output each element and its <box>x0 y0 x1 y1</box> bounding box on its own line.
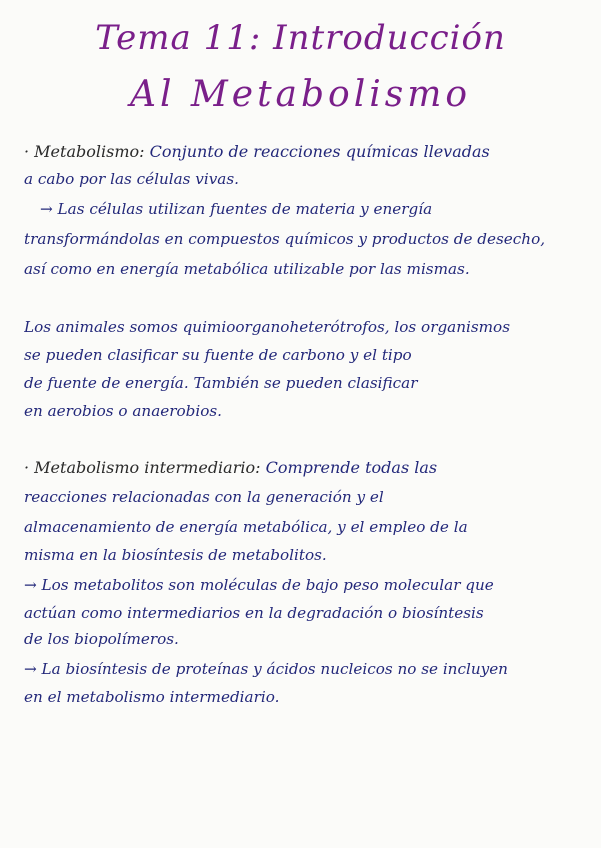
classification-line-1: Los animales somos quimioorganoheterótrofos, los organismos <box>24 318 510 336</box>
page-title: Tema 11: Introducción <box>95 18 506 58</box>
classification-line-2: se pueden clasificar su fuente de carbono y el tipo <box>24 346 412 364</box>
metabolism-term: · Metabolismo: <box>24 142 145 161</box>
intermediary-metabolism-line-1 <box>24 458 579 477</box>
metabolism-line-2: a cabo por las células vivas. <box>24 170 239 188</box>
intermediary-line-9: en el metabolismo intermediario. <box>24 688 280 706</box>
intermediary-line-8: → La biosíntesis de proteínas y ácidos nucleicos no se incluyen <box>24 660 508 678</box>
intermediary-line-6: actúan como intermediarios en la degradación o biosíntesis <box>24 604 484 622</box>
intermediary-metabolism-definition: Comprende todas las <box>265 458 438 477</box>
intermediary-metabolism-term: · Metabolismo intermediario: <box>24 458 261 477</box>
metabolism-line-3: → Las células utilizan fuentes de materia y energía <box>40 200 433 218</box>
intermediary-line-2: reacciones relacionadas con la generación y el <box>24 488 384 506</box>
intermediary-line-4: misma en la biosíntesis de metabolitos. <box>24 546 327 564</box>
intermediary-line-5: → Los metabolitos son moléculas de bajo peso molecular que <box>24 576 494 594</box>
metabolism-line-5: así como en energía metabólica utilizable por las mismas. <box>24 260 470 278</box>
classification-line-3: de fuente de energía. También se pueden clasificar <box>24 374 418 392</box>
metabolism-line-4: transformándolas en compuestos químicos y productos de desecho, <box>24 230 546 248</box>
metabolism-definition-line-1 <box>24 142 579 161</box>
intermediary-line-3: almacenamiento de energía metabólica, y el empleo de la <box>24 518 468 536</box>
metabolism-definition: Conjunto de reacciones químicas llevadas <box>149 142 490 161</box>
intermediary-line-7: de los biopolímeros. <box>24 630 179 648</box>
classification-line-4: en aerobios o anaerobios. <box>24 402 222 420</box>
page-subtitle: Al Metabolismo <box>129 74 472 115</box>
